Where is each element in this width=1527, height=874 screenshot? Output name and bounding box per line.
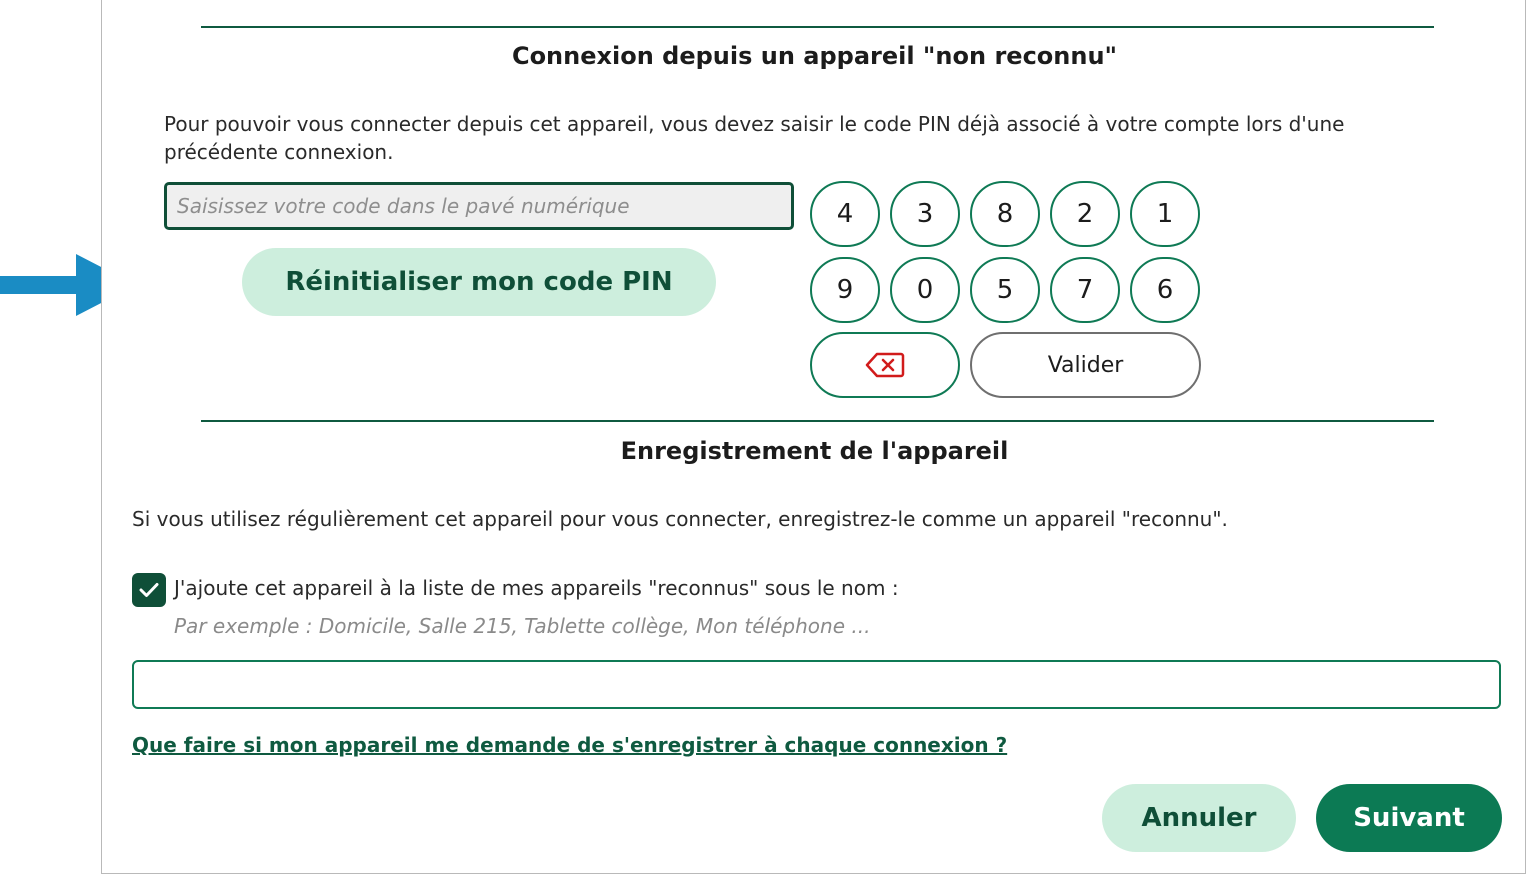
section-divider-middle — [201, 420, 1434, 422]
help-link[interactable]: Que faire si mon appareil me demande de s'enregistrer à chaque connexion ? — [132, 733, 1008, 757]
checkmark-icon — [139, 582, 159, 598]
backspace-icon — [865, 352, 905, 378]
keypad-key[interactable]: 2 — [1050, 181, 1120, 247]
pin-section-title: Connexion depuis un appareil "non reconnu" — [511, 42, 1118, 70]
device-name-example: Par exemple : Domicile, Salle 215, Tablette collège, Mon téléphone ... — [174, 614, 871, 638]
register-device-checkbox[interactable] — [132, 573, 166, 607]
next-button[interactable]: Suivant — [1316, 784, 1502, 852]
keypad-key[interactable]: 4 — [810, 181, 880, 247]
keypad-key[interactable]: 9 — [810, 257, 880, 323]
keypad-key[interactable]: 1 — [1130, 181, 1200, 247]
register-device-label: J'ajoute cet appareil à la liste de mes appareils "reconnus" sous le nom : — [174, 576, 899, 600]
backspace-button[interactable] — [810, 332, 960, 398]
registration-description: Si vous utilisez régulièrement cet appareil pour vous connecter, enregistrez-le comme un appareil "reconnu". — [132, 507, 1228, 531]
pin-section-intro: Pour pouvoir vous connecter depuis cet appareil, vous devez saisir le code PIN déjà associé à votre compte lors d'une précédente connexion. — [164, 112, 1345, 164]
device-name-input[interactable] — [132, 660, 1501, 709]
pin-code-input[interactable] — [164, 182, 794, 230]
registration-section-title: Enregistrement de l'appareil — [620, 437, 1009, 465]
keypad-key[interactable]: 3 — [890, 181, 960, 247]
keypad-key[interactable]: 5 — [970, 257, 1040, 323]
device-login-dialog — [101, 0, 1526, 874]
cancel-button[interactable]: Annuler — [1102, 784, 1296, 852]
validate-button[interactable]: Valider — [970, 332, 1201, 398]
keypad-key[interactable]: 0 — [890, 257, 960, 323]
keypad-key[interactable]: 7 — [1050, 257, 1120, 323]
keypad-key[interactable]: 6 — [1130, 257, 1200, 323]
numeric-keypad — [810, 181, 1205, 401]
keypad-key[interactable]: 8 — [970, 181, 1040, 247]
section-divider-top — [201, 26, 1434, 28]
reset-pin-button[interactable]: Réinitialiser mon code PIN — [242, 248, 716, 316]
